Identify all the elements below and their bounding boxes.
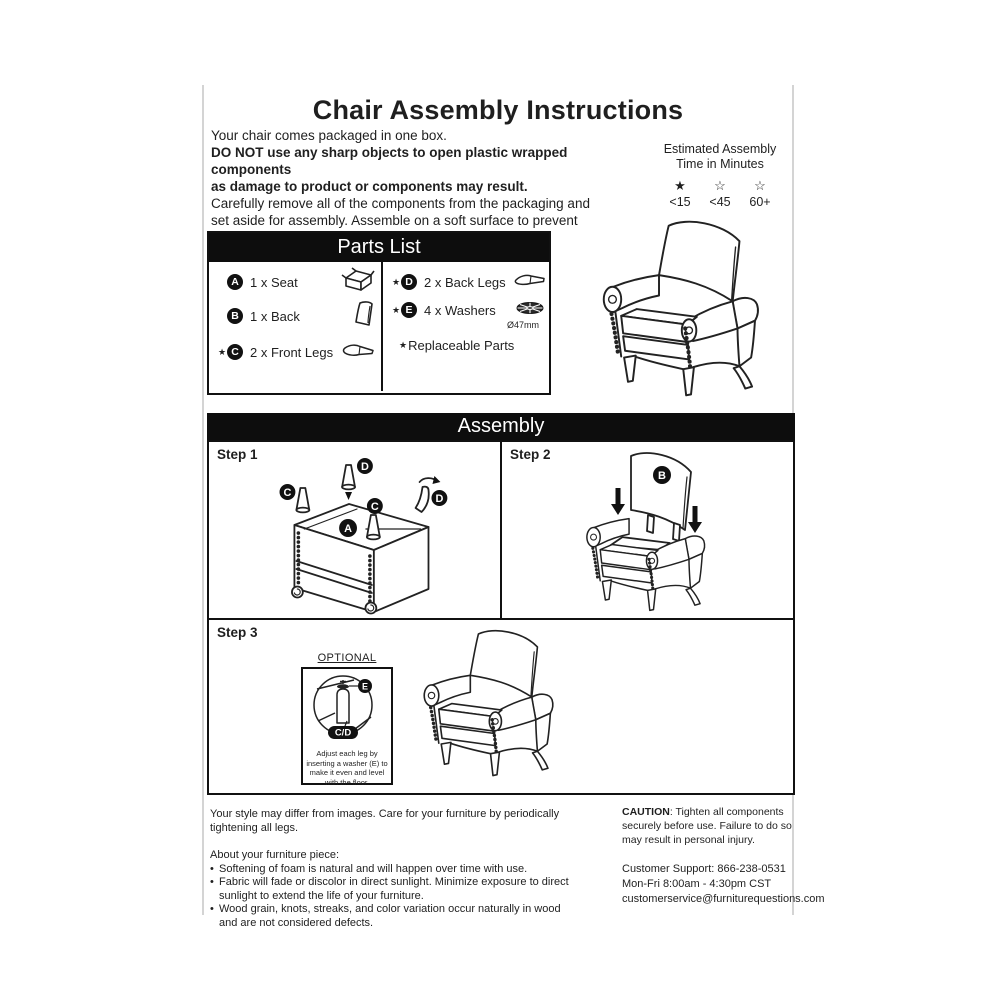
about-title: About your furniture piece: xyxy=(210,849,340,861)
about-bullet xyxy=(210,863,590,877)
part-row-back xyxy=(217,306,375,326)
about-bullet xyxy=(210,903,590,930)
diagram-part-badge-c: C xyxy=(283,486,292,500)
part-badge-b: B xyxy=(227,308,243,324)
washer-icon xyxy=(514,300,546,321)
assembly-section xyxy=(207,413,795,795)
column-divider xyxy=(381,262,383,391)
part-row-seat xyxy=(217,272,375,292)
intro-line: set aside for assembly. Assemble on a soft surface to prevent xyxy=(211,213,578,228)
diagram-part-badge-a: A xyxy=(344,522,352,536)
part-badge-e: E xyxy=(401,302,417,318)
rating-over-60 xyxy=(740,178,780,210)
step-2-diagram xyxy=(502,442,793,618)
optional-title: OPTIONAL xyxy=(317,652,377,664)
intro-warning-line: as damage to product or components may result. xyxy=(211,179,528,194)
replaceable-parts-label: Replaceable Parts xyxy=(408,338,515,353)
part-row-washers xyxy=(391,300,546,320)
intro-warning-line: DO NOT use any sharp objects to open plastic wrapped components xyxy=(211,145,568,177)
part-label: 2 x Front Legs xyxy=(250,344,334,360)
assembly-time-panel xyxy=(647,142,793,210)
intro-text xyxy=(211,127,651,246)
part-badge-c: C xyxy=(227,344,243,360)
intro-line: Carefully remove all of the components from the packaging and xyxy=(211,196,590,211)
part-label: 4 x Washers xyxy=(424,302,496,318)
assembly-time-heading: Estimated Assembly xyxy=(663,142,777,156)
customer-support xyxy=(622,862,825,907)
diagram-part-badge-d: D xyxy=(435,492,444,506)
bullet-icon: • xyxy=(210,862,214,875)
back-icon xyxy=(353,300,375,333)
caution-label: CAUTION xyxy=(622,806,670,818)
rating-time: 60+ xyxy=(749,195,771,209)
optional-caption: Adjust each leg by inserting a washer (E) to make it even and level with the floor. xyxy=(306,749,388,787)
step-3-panel xyxy=(209,620,793,793)
bullet-icon: • xyxy=(210,903,214,915)
diagram-part-badge-e: E xyxy=(361,681,369,692)
step-1-diagram xyxy=(209,442,500,618)
caution-note xyxy=(622,805,804,847)
intro-line: Your chair comes packaged in one box. xyxy=(211,128,447,143)
assembled-chair-illustration xyxy=(421,624,573,788)
rating-under-45 xyxy=(700,178,740,210)
assembly-header: Assembly xyxy=(207,413,795,440)
step-2-panel xyxy=(502,442,793,618)
about-section xyxy=(210,849,590,930)
bullet-text: Softening of foam is natural and will happen over time with use. xyxy=(219,862,528,875)
diagram-part-badge-c: C xyxy=(370,500,379,514)
front-leg-icon xyxy=(342,341,375,363)
part-row-back-legs xyxy=(391,272,546,292)
diagram-part-badge-cd: C/D xyxy=(334,727,352,739)
part-label: 1 x Seat xyxy=(250,274,298,290)
step-1-panel xyxy=(209,442,502,618)
rating-time: <15 xyxy=(669,195,691,209)
step-1-label: Step 1 xyxy=(217,447,258,462)
care-note: Your style may differ from images. Care for your furniture by periodically tightening all legs. xyxy=(210,808,560,834)
replaceable-star: ★ xyxy=(399,340,408,350)
caution-text: : Tighten all components securely before use. Failure to do so may result in personal injury. xyxy=(622,806,792,846)
step-2-label: Step 2 xyxy=(510,447,551,462)
bullet-text: Fabric will fade or discolor in direct sunlight. Minimize exposure to direct sunlight to extend the life of your furniture. xyxy=(219,876,569,902)
assembly-time-ratings xyxy=(647,178,793,210)
part-label: 1 x Back xyxy=(250,308,300,324)
part-badge-a: A xyxy=(227,274,243,290)
star-empty-icon: ☆ xyxy=(714,178,726,193)
back-leg-icon xyxy=(513,271,546,293)
part-row-front-legs xyxy=(217,342,375,362)
replaceable-parts-note xyxy=(399,338,514,353)
diagram-part-badge-b: B xyxy=(658,470,666,482)
replaceable-star: ★ xyxy=(391,276,401,287)
parts-list-body xyxy=(209,262,549,391)
step-3-label: Step 3 xyxy=(217,625,258,640)
bullet-text: Wood grain, knots, streaks, and color variation occur naturally in wood and are not considered defects. xyxy=(219,903,561,929)
replaceable-star: ★ xyxy=(217,346,227,357)
diagram-part-badge-d: D xyxy=(360,460,369,474)
parts-list xyxy=(207,231,551,395)
instruction-sheet xyxy=(202,85,825,929)
seat-icon xyxy=(341,266,375,298)
parts-list-header: Parts List xyxy=(209,233,549,262)
bullet-icon: • xyxy=(210,876,214,888)
replaceable-star: ★ xyxy=(391,304,401,315)
optional-box xyxy=(301,667,393,785)
optional-diagram xyxy=(304,671,390,743)
part-label: 2 x Back Legs xyxy=(424,274,506,290)
washer-size-note: Ø47mm xyxy=(506,320,539,330)
rating-under-15 xyxy=(660,178,700,210)
armchair-illustration xyxy=(596,216,786,406)
star-empty-icon: ☆ xyxy=(754,178,766,193)
assembly-panels xyxy=(207,440,795,795)
about-bullet xyxy=(210,876,590,903)
page-title: Chair Assembly Instructions xyxy=(312,95,684,125)
optional-detail xyxy=(301,652,393,785)
assembly-time-heading: Time in Minutes xyxy=(676,157,764,171)
support-hours: Mon-Fri 8:00am - 4:30pm CST xyxy=(622,878,772,890)
support-phone: Customer Support: 866-238-0531 xyxy=(622,863,786,875)
rating-time: <45 xyxy=(709,195,731,209)
support-email: customerservice@furniturequestions.com xyxy=(622,893,825,905)
part-badge-d: D xyxy=(401,274,417,290)
star-filled-icon: ★ xyxy=(674,178,686,193)
